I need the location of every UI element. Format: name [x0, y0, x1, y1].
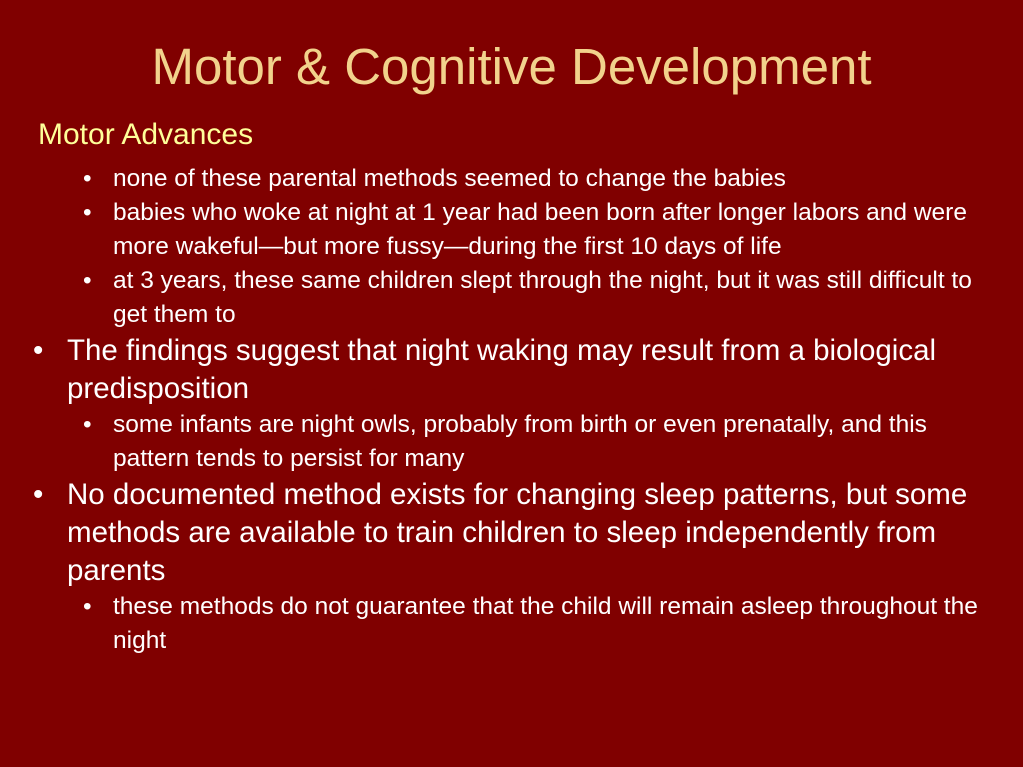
bullet-text: these methods do not guarantee that the child will remain asleep throughout the night	[113, 593, 978, 654]
bullet-marker: •	[33, 478, 44, 511]
bullet-item-main	[0, 476, 1023, 590]
bullet-text: No documented method exists for changing sleep patterns, but some methods are available to train children to sleep independently from parents	[67, 478, 968, 587]
bullet-text: none of these parental methods seemed to change the babies	[113, 165, 786, 192]
bullet-text: some infants are night owls, probably from birth or even prenatally, and this pattern tends to persist for many	[113, 411, 927, 472]
section-heading: Motor Advances	[38, 118, 254, 151]
bullet-item-main	[0, 332, 1023, 408]
bullet-item-sub	[0, 162, 1023, 196]
bullet-marker: •	[83, 165, 92, 192]
bullet-item-sub	[0, 590, 1023, 658]
bullet-marker: •	[33, 334, 44, 367]
bullet-item-sub	[0, 264, 1023, 332]
bullet-marker: •	[83, 411, 92, 438]
bullet-marker: •	[83, 593, 92, 620]
bullet-item-sub	[0, 196, 1023, 264]
bullet-marker: •	[83, 267, 92, 294]
bullet-text: babies who woke at night at 1 year had been born after longer labors and were more wakeful—but more fussy—during the first 10 days of life	[113, 199, 967, 260]
bullet-marker: •	[83, 199, 92, 226]
slide-title: Motor & Cognitive Development	[151, 38, 872, 95]
bullet-text: at 3 years, these same children slept through the night, but it was still difficult to get them to	[113, 267, 972, 328]
bullet-list	[0, 162, 1023, 658]
bullet-item-sub	[0, 408, 1023, 476]
bullet-text: The findings suggest that night waking may result from a biological predisposition	[67, 334, 937, 405]
